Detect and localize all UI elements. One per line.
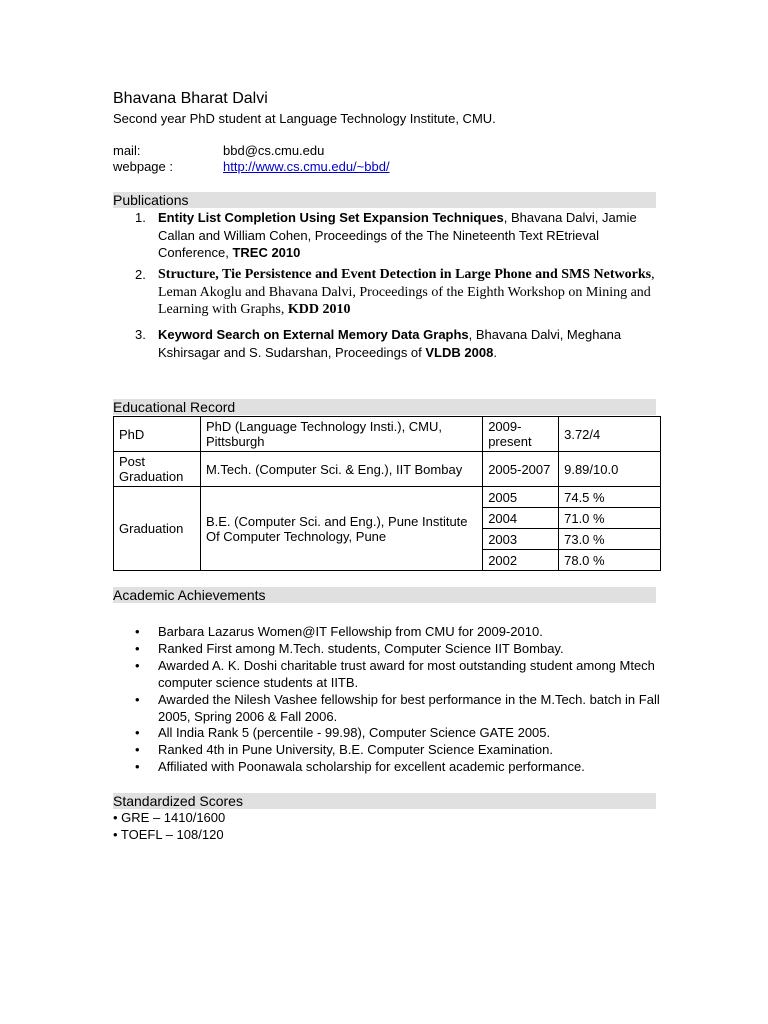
edu-degree: PhD (Language Technology Insti.), CMU, Pittsburgh [200,417,482,452]
publication-venue: TREC 2010 [232,245,301,260]
publication-venue: VLDB 2008 [425,344,494,360]
publication-end: . [493,344,497,360]
publication-title: Keyword Search on External Memory Data Graphs [158,327,469,342]
edu-year: 2009-present [483,417,559,452]
bullet-icon: • [135,725,140,740]
publication-details: , Bhavana Dalvi, Meghana Kshirsagar and S. Sudarshan, Proceedings of [158,327,622,360]
edu-score: 73.0 % [559,529,661,550]
edu-level: PhD [114,417,201,452]
bullet-icon: • [135,759,140,774]
table-row [114,417,661,452]
education-heading: Educational Record [113,399,656,415]
mail-label: mail: [113,143,141,158]
list-item [135,758,660,775]
edu-score: 78.0 % [559,550,661,571]
edu-year: 2004 [483,508,559,529]
edu-degree: M.Tech. (Computer Sci. & Eng.), IIT Bombay [200,452,482,487]
list-item [135,724,660,741]
education-table [113,416,661,571]
publication-venue: KDD 2010 [287,302,351,317]
edu-level: Post Graduation [114,452,201,487]
publication-title: Entity List Completion Using Set Expansion Techniques [158,210,504,225]
person-subtitle: Second year PhD student at Language Technology Institute, CMU. [113,111,496,126]
webpage-link[interactable]: http://www.cs.cmu.edu/~bbd/ [223,159,390,174]
list-item [135,657,660,691]
edu-level: Graduation [114,487,201,571]
score-gre: • GRE – 1410/1600 [113,810,226,825]
scores-heading: Standardized Scores [113,793,656,809]
edu-score: 3.72/4 [559,417,661,452]
edu-year: 2002 [483,550,559,571]
edu-score: 74.5 % [559,487,661,508]
edu-year: 2005-2007 [483,452,559,487]
achievement-text: Barbara Lazarus Women@IT Fellowship from CMU for 2009-2010. [158,624,543,639]
publication-text [158,326,663,361]
publication-details: , Bhavana Dalvi, Jamie Callan and William Cohen, Proceedings of the The Nineteenth Text REtrieval Conference, [158,210,637,260]
bullet-icon: • [135,742,140,757]
edu-year: 2005 [483,487,559,508]
mail-value: bbd@cs.cmu.edu [223,143,325,158]
bullet-icon: • [135,641,140,656]
publication-text [158,266,663,319]
publication-item [135,266,660,318]
score-toefl: • TOEFL – 108/120 [113,827,224,842]
list-item [135,691,660,725]
publication-details: , Leman Akoglu and Bhavana Dalvi, Proceedings of the Eighth Workshop on Mining and Learning with Graphs, [158,267,655,317]
achievement-text: Ranked First among M.Tech. students, Computer Science IIT Bombay. [158,641,564,656]
publications-heading: Publications [113,192,656,208]
publication-text [158,209,663,262]
edu-year: 2003 [483,529,559,550]
bullet-icon: • [135,692,140,707]
table-row [114,452,661,487]
publication-item [135,326,660,362]
webpage-label: webpage : [113,159,173,174]
publication-title: Structure, Tie Persistence and Event Detection in Large Phone and SMS Networks [158,267,652,282]
achievements-heading: Academic Achievements [113,587,656,603]
publication-number: 3. [135,327,146,342]
achievement-text: Awarded the Nilesh Vashee fellowship for best performance in the M.Tech. batch in Fall 2005, Spring 2006 & Fall 2006. [158,692,660,724]
achievement-text: Ranked 4th in Pune University, B.E. Computer Science Examination. [158,742,554,757]
list-item [135,640,660,657]
achievement-text: All India Rank 5 (percentile - 99.98), Computer Science GATE 2005. [158,725,551,740]
person-name: Bhavana Bharat Dalvi [113,90,268,107]
publication-item [135,209,660,261]
list-item [135,623,660,640]
bullet-icon: • [135,658,140,673]
publication-number: 2. [135,267,146,282]
edu-score: 9.89/10.0 [559,452,661,487]
achievement-text: Awarded A. K. Doshi charitable trust award for most outstanding student among Mtech computer science students at IITB. [158,658,655,690]
list-item [135,741,660,758]
achievement-text: Affiliated with Poonawala scholarship for excellent academic performance. [158,759,585,774]
edu-degree: B.E. (Computer Sci. and Eng.), Pune Institute Of Computer Technology, Pune [200,487,482,571]
bullet-icon: • [135,624,140,639]
table-row [114,487,661,508]
edu-score: 71.0 % [559,508,661,529]
publication-number: 1. [135,210,146,225]
